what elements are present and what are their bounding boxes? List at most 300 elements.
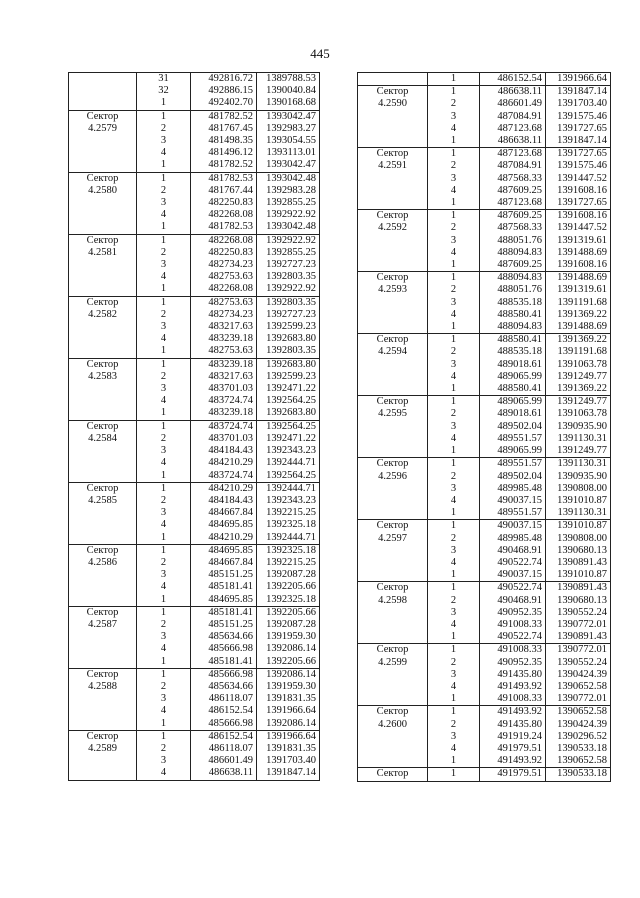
y-coordinate: 1390772.01 [546, 644, 611, 657]
y-coordinate: 1390935.90 [546, 421, 611, 433]
point-number: 4 [428, 681, 480, 693]
point-number: 4 [137, 147, 191, 159]
x-coordinate: 489065.99 [480, 445, 546, 458]
point-number: 3 [428, 111, 480, 123]
point-number: 2 [428, 533, 480, 545]
point-number: 4 [428, 433, 480, 445]
point-number: 1 [428, 383, 480, 396]
x-coordinate: 485666.98 [191, 668, 257, 681]
x-coordinate: 489551.57 [480, 433, 546, 445]
x-coordinate: 481767.44 [191, 185, 257, 197]
x-coordinate: 491979.51 [480, 768, 546, 781]
y-coordinate: 1392086.14 [257, 668, 320, 681]
x-coordinate: 483217.63 [191, 371, 257, 383]
table-row [358, 582, 611, 595]
sector-label: Сектор 4.2586 [69, 544, 137, 606]
y-coordinate: 1392803.35 [257, 296, 320, 309]
point-number: 4 [137, 767, 191, 780]
y-coordinate: 1390296.52 [546, 731, 611, 743]
y-coordinate: 1392444.71 [257, 482, 320, 495]
y-coordinate: 1392444.71 [257, 457, 320, 469]
point-number: 1 [137, 730, 191, 743]
point-number: 4 [428, 743, 480, 755]
x-coordinate: 484210.29 [191, 532, 257, 545]
x-coordinate: 489985.48 [480, 483, 546, 495]
y-coordinate: 1391727.65 [546, 197, 611, 210]
point-number: 3 [137, 321, 191, 333]
x-coordinate: 490522.74 [480, 557, 546, 569]
y-coordinate: 1392983.28 [257, 185, 320, 197]
table-row [358, 73, 611, 86]
point-number: 4 [137, 395, 191, 407]
y-coordinate: 1391847.14 [546, 86, 611, 99]
point-number: 1 [137, 606, 191, 619]
point-number: 1 [137, 234, 191, 247]
point-number: 4 [428, 495, 480, 507]
table-row [358, 458, 611, 471]
point-number: 3 [137, 755, 191, 767]
y-coordinate: 1390772.01 [546, 693, 611, 706]
x-coordinate: 489018.61 [480, 359, 546, 371]
x-coordinate: 481782.53 [191, 221, 257, 234]
sector-label: Сектор 4.2583 [69, 358, 137, 420]
y-coordinate: 1392922.92 [257, 234, 320, 247]
x-coordinate: 489551.57 [480, 458, 546, 471]
point-number: 3 [137, 445, 191, 457]
x-coordinate: 491008.33 [480, 644, 546, 657]
y-coordinate: 1390680.13 [546, 545, 611, 557]
point-number: 2 [137, 185, 191, 197]
y-coordinate: 1391010.87 [546, 569, 611, 582]
x-coordinate: 483239.18 [191, 407, 257, 420]
point-number: 3 [428, 359, 480, 371]
x-coordinate: 485666.98 [191, 643, 257, 655]
x-coordinate: 486601.49 [191, 755, 257, 767]
x-coordinate: 489065.99 [480, 396, 546, 409]
x-coordinate: 482268.08 [191, 234, 257, 247]
y-coordinate: 1392205.66 [257, 656, 320, 669]
x-coordinate: 481782.52 [191, 159, 257, 172]
y-coordinate: 1391608.16 [546, 259, 611, 272]
point-number: 4 [137, 643, 191, 655]
y-coordinate: 1391575.46 [546, 111, 611, 123]
table-row [69, 172, 320, 185]
point-number: 1 [137, 594, 191, 607]
x-coordinate: 487123.68 [480, 148, 546, 161]
x-coordinate: 483724.74 [191, 470, 257, 483]
table-row [358, 768, 611, 781]
x-coordinate: 482268.08 [191, 209, 257, 221]
x-coordinate: 488580.41 [480, 334, 546, 347]
y-coordinate: 1390424.39 [546, 669, 611, 681]
y-coordinate: 1392087.28 [257, 569, 320, 581]
y-coordinate: 1390891.43 [546, 582, 611, 595]
x-coordinate: 482734.23 [191, 259, 257, 271]
x-coordinate: 489065.99 [480, 371, 546, 383]
y-coordinate: 1391319.61 [546, 284, 611, 296]
sector-label: Сектор 4.2582 [69, 296, 137, 358]
y-coordinate: 1390533.18 [546, 743, 611, 755]
x-coordinate: 488535.18 [480, 346, 546, 358]
point-number: 4 [137, 519, 191, 531]
table-row [358, 520, 611, 533]
table-row [358, 210, 611, 223]
sector-label: Сектор 4.2596 [358, 458, 428, 520]
x-coordinate: 490468.91 [480, 545, 546, 557]
y-coordinate: 1390168.68 [257, 97, 320, 110]
y-coordinate: 1393042.47 [257, 159, 320, 172]
table-row [69, 606, 320, 619]
point-number: 1 [137, 221, 191, 234]
x-coordinate: 490952.35 [480, 657, 546, 669]
y-coordinate: 1392683.80 [257, 333, 320, 345]
x-coordinate: 490522.74 [480, 631, 546, 644]
point-number: 4 [428, 309, 480, 321]
point-number: 3 [428, 421, 480, 433]
x-coordinate: 483724.74 [191, 395, 257, 407]
x-coordinate: 492402.70 [191, 97, 257, 110]
x-coordinate: 489018.61 [480, 408, 546, 420]
point-number: 1 [137, 97, 191, 110]
y-coordinate: 1391249.77 [546, 445, 611, 458]
point-number: 3 [137, 259, 191, 271]
point-number: 1 [137, 172, 191, 185]
point-number: 2 [137, 371, 191, 383]
sector-label: Сектор 4.2584 [69, 420, 137, 482]
sector-label: Сектор 4.2599 [358, 644, 428, 706]
sector-label: Сектор [358, 768, 428, 781]
y-coordinate: 1392444.71 [257, 532, 320, 545]
y-coordinate: 1391369.22 [546, 334, 611, 347]
sector-label: Сектор 4.2591 [358, 148, 428, 210]
x-coordinate: 491435.80 [480, 719, 546, 731]
table-row [358, 334, 611, 347]
y-coordinate: 1390652.58 [546, 755, 611, 768]
point-number: 1 [428, 458, 480, 471]
y-coordinate: 1392325.18 [257, 519, 320, 531]
point-number: 1 [428, 396, 480, 409]
y-coordinate: 1390680.13 [546, 595, 611, 607]
y-coordinate: 1391010.87 [546, 495, 611, 507]
point-number: 3 [137, 135, 191, 147]
y-coordinate: 1390552.24 [546, 657, 611, 669]
point-number: 4 [137, 271, 191, 283]
x-coordinate: 482734.23 [191, 309, 257, 321]
y-coordinate: 1391063.78 [546, 359, 611, 371]
y-coordinate: 1392205.66 [257, 606, 320, 619]
y-coordinate: 1392922.92 [257, 209, 320, 221]
y-coordinate: 1391831.35 [257, 743, 320, 755]
y-coordinate: 1391959.30 [257, 631, 320, 643]
y-coordinate: 1391369.22 [546, 309, 611, 321]
x-coordinate: 486118.07 [191, 693, 257, 705]
x-coordinate: 485151.25 [191, 569, 257, 581]
point-number: 3 [137, 383, 191, 395]
x-coordinate: 491493.92 [480, 755, 546, 768]
y-coordinate: 1392803.35 [257, 271, 320, 283]
point-number: 2 [137, 743, 191, 755]
x-coordinate: 488094.83 [480, 272, 546, 285]
y-coordinate: 1391447.52 [546, 222, 611, 234]
x-coordinate: 488051.76 [480, 235, 546, 247]
point-number: 3 [428, 297, 480, 309]
table-row [69, 482, 320, 495]
point-number: 3 [137, 569, 191, 581]
point-number: 4 [428, 371, 480, 383]
x-coordinate: 491008.33 [480, 619, 546, 631]
y-coordinate: 1392564.25 [257, 395, 320, 407]
y-coordinate: 1392215.25 [257, 557, 320, 569]
x-coordinate: 491493.92 [480, 706, 546, 719]
y-coordinate: 1392855.25 [257, 247, 320, 259]
y-coordinate: 1390808.00 [546, 483, 611, 495]
y-coordinate: 1391966.64 [546, 73, 611, 86]
y-coordinate: 1392343.23 [257, 445, 320, 457]
point-number: 1 [428, 507, 480, 520]
x-coordinate: 492816.72 [191, 73, 257, 86]
point-number: 1 [428, 768, 480, 781]
table-row [358, 706, 611, 719]
y-coordinate: 1390040.84 [257, 85, 320, 97]
y-coordinate: 1389788.53 [257, 73, 320, 86]
y-coordinate: 1391488.69 [546, 272, 611, 285]
coordinates-table-right [357, 72, 611, 782]
x-coordinate: 484695.85 [191, 544, 257, 557]
table-row [69, 420, 320, 433]
sector-label: Сектор 4.2585 [69, 482, 137, 544]
point-number: 4 [137, 705, 191, 717]
y-coordinate: 1390552.24 [546, 607, 611, 619]
point-number: 2 [428, 222, 480, 234]
point-number: 1 [428, 631, 480, 644]
point-number: 1 [428, 259, 480, 272]
y-coordinate: 1390533.18 [546, 768, 611, 781]
y-coordinate: 1391063.78 [546, 408, 611, 420]
point-number: 3 [428, 731, 480, 743]
point-number: 4 [137, 209, 191, 221]
x-coordinate: 481496.12 [191, 147, 257, 159]
sector-label: Сектор 4.2590 [358, 86, 428, 148]
y-coordinate: 1391369.22 [546, 383, 611, 396]
y-coordinate: 1391703.40 [257, 755, 320, 767]
y-coordinate: 1392215.25 [257, 507, 320, 519]
y-coordinate: 1390935.90 [546, 471, 611, 483]
x-coordinate: 482753.63 [191, 296, 257, 309]
x-coordinate: 485181.41 [191, 581, 257, 593]
point-number: 3 [137, 631, 191, 643]
point-number: 3 [137, 693, 191, 705]
y-coordinate: 1392599.23 [257, 371, 320, 383]
x-coordinate: 490952.35 [480, 607, 546, 619]
point-number: 1 [428, 755, 480, 768]
point-number: 1 [137, 656, 191, 669]
point-number: 1 [137, 470, 191, 483]
sector-label: Сектор 4.2600 [358, 706, 428, 768]
point-number: 2 [428, 98, 480, 110]
point-number: 1 [428, 197, 480, 210]
y-coordinate: 1391966.64 [257, 730, 320, 743]
x-coordinate: 486152.54 [191, 705, 257, 717]
x-coordinate: 487084.91 [480, 111, 546, 123]
x-coordinate: 486638.11 [191, 767, 257, 780]
y-coordinate: 1390652.58 [546, 706, 611, 719]
table-row [69, 358, 320, 371]
x-coordinate: 481767.45 [191, 123, 257, 135]
x-coordinate: 486118.07 [191, 743, 257, 755]
y-coordinate: 1390808.00 [546, 533, 611, 545]
point-number: 4 [137, 457, 191, 469]
x-coordinate: 490522.74 [480, 582, 546, 595]
y-coordinate: 1391847.14 [546, 135, 611, 148]
x-coordinate: 488051.76 [480, 284, 546, 296]
table-row [358, 148, 611, 161]
y-coordinate: 1392205.66 [257, 581, 320, 593]
y-coordinate: 1391191.68 [546, 346, 611, 358]
x-coordinate: 490037.15 [480, 569, 546, 582]
point-number: 4 [137, 333, 191, 345]
sector-label: Сектор 4.2598 [358, 582, 428, 644]
point-number: 31 [137, 73, 191, 86]
x-coordinate: 485666.98 [191, 718, 257, 731]
x-coordinate: 486601.49 [480, 98, 546, 110]
point-number: 1 [137, 358, 191, 371]
sector-label: Сектор 4.2587 [69, 606, 137, 668]
point-number: 1 [428, 445, 480, 458]
x-coordinate: 489985.48 [480, 533, 546, 545]
x-coordinate: 488580.41 [480, 383, 546, 396]
y-coordinate: 1392803.35 [257, 345, 320, 358]
y-coordinate: 1393042.48 [257, 172, 320, 185]
y-coordinate: 1391130.31 [546, 507, 611, 520]
y-coordinate: 1391847.14 [257, 767, 320, 780]
y-coordinate: 1393054.55 [257, 135, 320, 147]
point-number: 2 [137, 495, 191, 507]
sector-label: Сектор 4.2594 [358, 334, 428, 396]
x-coordinate: 483701.03 [191, 433, 257, 445]
y-coordinate: 1391966.64 [257, 705, 320, 717]
point-number: 4 [428, 123, 480, 135]
y-coordinate: 1391831.35 [257, 693, 320, 705]
point-number: 2 [137, 681, 191, 693]
sector-label: Сектор 4.2592 [358, 210, 428, 272]
point-number: 4 [428, 247, 480, 259]
y-coordinate: 1391130.31 [546, 433, 611, 445]
point-number: 1 [428, 210, 480, 223]
point-number: 2 [428, 719, 480, 731]
point-number: 3 [428, 173, 480, 185]
y-coordinate: 1393113.01 [257, 147, 320, 159]
y-coordinate: 1391959.30 [257, 681, 320, 693]
point-number: 1 [137, 110, 191, 123]
y-coordinate: 1392599.23 [257, 321, 320, 333]
y-coordinate: 1391727.65 [546, 148, 611, 161]
x-coordinate: 481782.53 [191, 172, 257, 185]
point-number: 1 [428, 148, 480, 161]
y-coordinate: 1392471.22 [257, 383, 320, 395]
y-coordinate: 1393042.47 [257, 110, 320, 123]
x-coordinate: 491493.92 [480, 681, 546, 693]
y-coordinate: 1391703.40 [546, 98, 611, 110]
x-coordinate: 484695.85 [191, 519, 257, 531]
point-number: 2 [428, 346, 480, 358]
x-coordinate: 490037.15 [480, 520, 546, 533]
point-number: 2 [428, 471, 480, 483]
point-number: 3 [428, 235, 480, 247]
x-coordinate: 488094.83 [480, 247, 546, 259]
x-coordinate: 486638.11 [480, 135, 546, 148]
x-coordinate: 487609.25 [480, 259, 546, 272]
x-coordinate: 487609.25 [480, 185, 546, 197]
y-coordinate: 1391130.31 [546, 458, 611, 471]
y-coordinate: 1391010.87 [546, 520, 611, 533]
point-number: 2 [428, 284, 480, 296]
x-coordinate: 491919.24 [480, 731, 546, 743]
point-number: 1 [137, 407, 191, 420]
x-coordinate: 490037.15 [480, 495, 546, 507]
point-number: 2 [428, 408, 480, 420]
y-coordinate: 1390424.39 [546, 719, 611, 731]
y-coordinate: 1391608.16 [546, 210, 611, 223]
x-coordinate: 481782.52 [191, 110, 257, 123]
x-coordinate: 483239.18 [191, 358, 257, 371]
y-coordinate: 1391488.69 [546, 321, 611, 334]
point-number: 32 [137, 85, 191, 97]
x-coordinate: 488535.18 [480, 297, 546, 309]
sector-label: Сектор 4.2579 [69, 110, 137, 172]
x-coordinate: 485181.41 [191, 656, 257, 669]
sector-label [69, 73, 137, 111]
point-number: 2 [137, 247, 191, 259]
x-coordinate: 483217.63 [191, 321, 257, 333]
y-coordinate: 1391727.65 [546, 123, 611, 135]
x-coordinate: 488580.41 [480, 309, 546, 321]
point-number: 2 [137, 619, 191, 631]
sector-label: Сектор 4.2589 [69, 730, 137, 780]
table-row [69, 296, 320, 309]
point-number: 3 [428, 669, 480, 681]
x-coordinate: 484667.84 [191, 507, 257, 519]
point-number: 4 [428, 557, 480, 569]
sector-label: Сектор 4.2597 [358, 520, 428, 582]
x-coordinate: 482268.08 [191, 283, 257, 296]
x-coordinate: 487568.33 [480, 222, 546, 234]
y-coordinate: 1390891.43 [546, 557, 611, 569]
point-number: 2 [137, 433, 191, 445]
point-number: 1 [428, 520, 480, 533]
coordinates-table-left [68, 72, 320, 781]
y-coordinate: 1392727.23 [257, 309, 320, 321]
sector-label: Сектор 4.2595 [358, 396, 428, 458]
y-coordinate: 1390772.01 [546, 619, 611, 631]
point-number: 2 [428, 657, 480, 669]
y-coordinate: 1392922.92 [257, 283, 320, 296]
x-coordinate: 491979.51 [480, 743, 546, 755]
y-coordinate: 1391608.16 [546, 185, 611, 197]
point-number: 1 [137, 345, 191, 358]
point-number: 1 [137, 482, 191, 495]
point-number: 2 [428, 160, 480, 172]
point-number: 3 [428, 483, 480, 495]
sector-label [358, 73, 428, 86]
y-coordinate: 1391249.77 [546, 396, 611, 409]
point-number: 1 [428, 693, 480, 706]
x-coordinate: 487568.33 [480, 173, 546, 185]
y-coordinate: 1392325.18 [257, 594, 320, 607]
x-coordinate: 484695.85 [191, 594, 257, 607]
y-coordinate: 1391488.69 [546, 247, 611, 259]
y-coordinate: 1392983.27 [257, 123, 320, 135]
y-coordinate: 1392086.14 [257, 643, 320, 655]
